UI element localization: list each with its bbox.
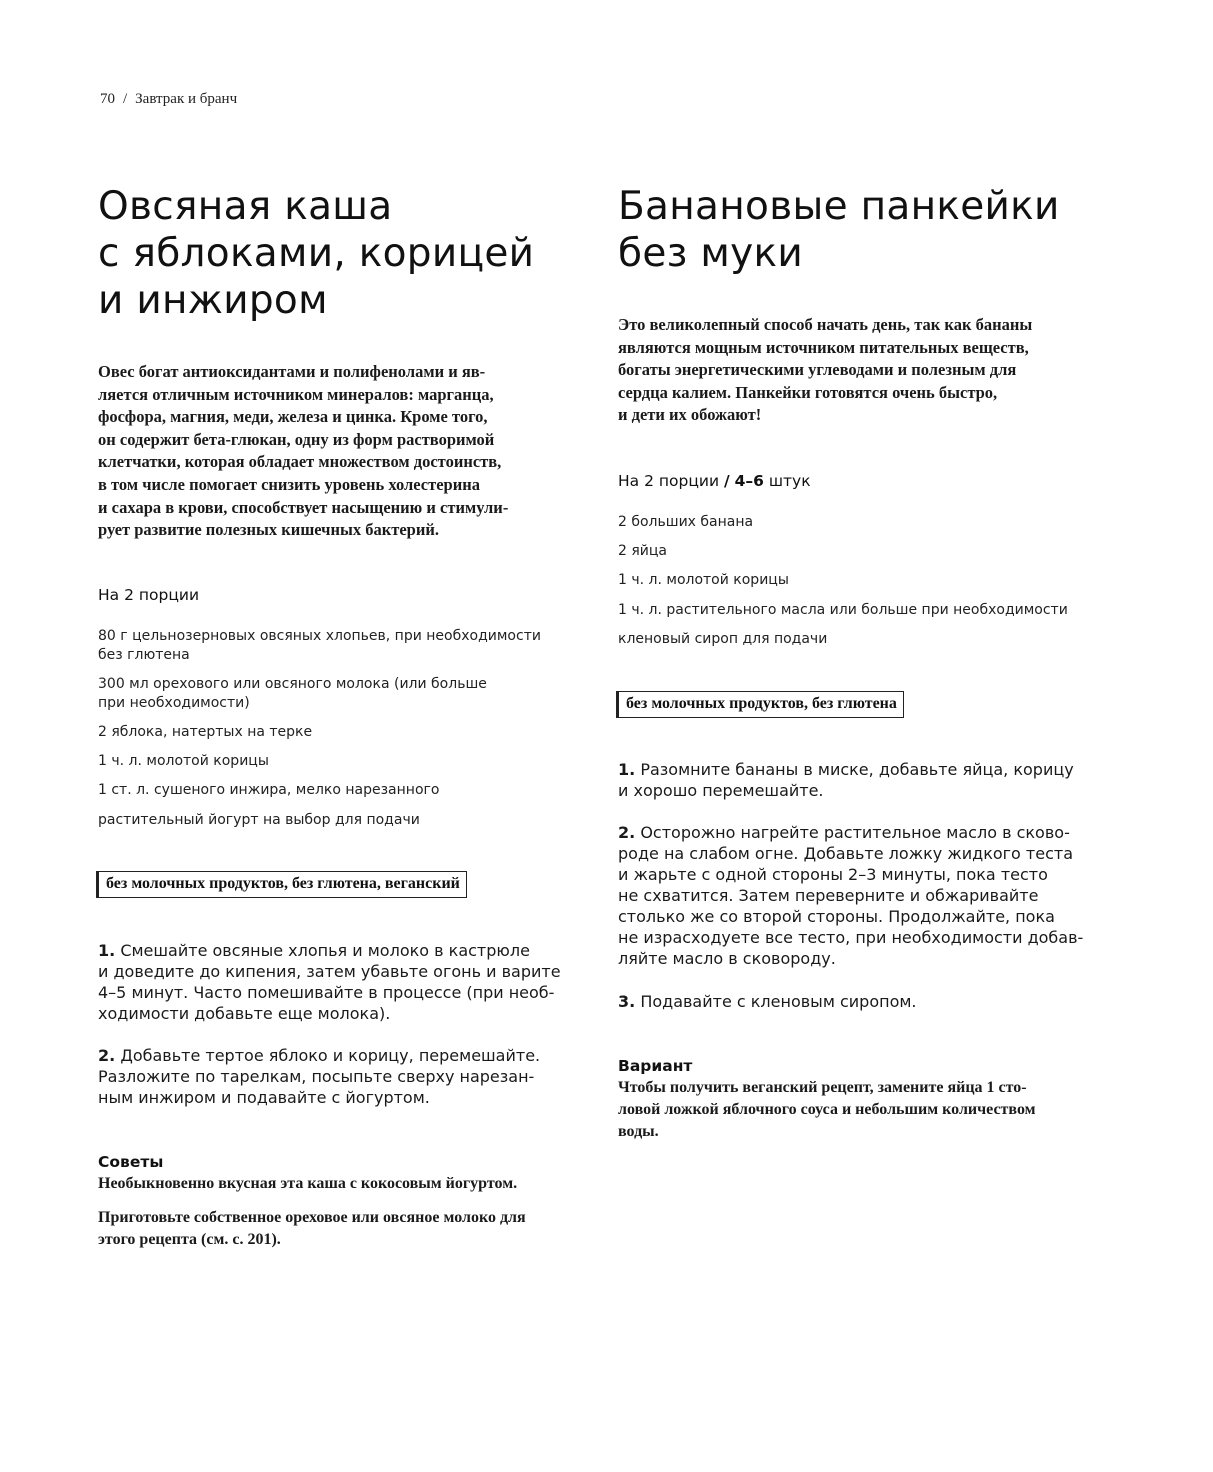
servings: На 2 порции <box>98 586 200 604</box>
variant-text <box>618 1077 1036 1143</box>
servings-count: 4–6 <box>734 472 764 490</box>
tip-line: Необыкновенно вкусная эта каша с кокосовым йогуртом. <box>98 1175 518 1192</box>
step-line: Разложите по тарелкам, посыпьте сверху нарезан- <box>98 1067 535 1086</box>
recipe-intro <box>98 361 508 542</box>
step-number: 2. <box>618 823 636 842</box>
intro-line: сердца калием. Панкейки готовятся очень быстро, <box>618 382 998 402</box>
intro-line: в том числе помогает снизить уровень холестерина <box>98 474 480 494</box>
intro-line: и дети их обожают! <box>618 405 762 425</box>
title-line: Овсяная каша <box>98 184 393 229</box>
ingredient-line: растительный йогурт на выбор для подачи <box>98 812 420 828</box>
tip-line: Приготовьте собственное ореховое или овсяное молоко для <box>98 1209 526 1226</box>
recipe-step <box>618 991 917 1012</box>
variant-line: Чтобы получить веганский рецепт, замените яйца 1 сто- <box>618 1079 1027 1096</box>
intro-line: он содержит бета-глюкан, одну из форм растворимой <box>98 429 495 449</box>
diet-tag: без молочных продуктов, без глютена <box>618 691 904 718</box>
variant-line: воды. <box>618 1123 659 1140</box>
title-line: Банановые панкейки <box>618 184 1060 229</box>
ingredient-item <box>98 781 439 800</box>
recipe-intro <box>618 314 1032 427</box>
intro-line: клетчатки, которая обладает множеством достоинств, <box>98 452 502 472</box>
step-line: и жарьте с одной стороны 2–3 минуты, пока тесто <box>618 865 1048 884</box>
intro-line: и сахара в крови, способствует насыщению и стимули- <box>98 497 509 517</box>
servings-prefix: На 2 порции <box>618 472 720 490</box>
ingredient-item <box>98 723 312 742</box>
intro-line: Это великолепный способ начать день, так как бананы <box>618 315 1033 334</box>
title-line: с яблоками, корицей <box>98 231 535 276</box>
ingredient-line: 1 ч. л. молотой корицы <box>618 572 789 588</box>
servings-separator: / <box>723 472 730 490</box>
intro-line: являются мощным источником питательных веществ, <box>618 337 1029 357</box>
step-line: Разомните бананы в миске, добавьте яйца, корицу <box>640 760 1074 779</box>
title-line: без муки <box>618 231 803 276</box>
intro-line: фосфора, магния, меди, железа и цинка. Кроме того, <box>98 407 488 427</box>
recipe-title <box>98 183 534 324</box>
variant-line: ловой ложкой яблочного соуса и небольшим количеством <box>618 1101 1036 1118</box>
step-line: ным инжиром и подавайте с йогуртом. <box>98 1088 430 1107</box>
recipe-step <box>98 940 561 1024</box>
step-line: Осторожно нагрейте растительное масло в сково- <box>640 823 1070 842</box>
ingredient-line: 2 яйца <box>618 543 667 559</box>
servings-unit: штук <box>768 472 811 490</box>
title-line: и инжиром <box>98 278 328 323</box>
step-line: не израсходуете все тесто, при необходимости добав- <box>618 928 1084 947</box>
step-number: 3. <box>618 992 636 1011</box>
step-number: 1. <box>618 760 636 779</box>
step-line: и доведите до кипения, затем убавьте огонь и варите <box>98 962 561 981</box>
step-number: 2. <box>98 1046 116 1065</box>
ingredient-line: 300 мл орехового или овсяного молока (или больше <box>98 676 487 692</box>
step-number: 1. <box>98 941 116 960</box>
step-line: Подавайте с кленовым сиропом. <box>640 992 917 1011</box>
ingredient-item <box>98 811 420 830</box>
intro-line: ляется отличным источником минералов: марганца, <box>98 384 494 404</box>
ingredient-line: 2 яблока, натертых на терке <box>98 724 313 740</box>
ingredient-line: 80 г цельнозерновых овсяных хлопьев, при необходимости <box>98 628 541 644</box>
running-head <box>100 91 237 108</box>
section-name: Завтрак и бранч <box>135 91 238 107</box>
step-line: ходимости добавьте еще молока). <box>98 1004 391 1023</box>
ingredient-line: 2 больших банана <box>618 514 754 530</box>
variant-heading: Вариант <box>618 1057 693 1075</box>
ingredient-item <box>618 601 1068 620</box>
servings <box>618 472 811 490</box>
recipe-step <box>618 822 1083 969</box>
tips-heading: Советы <box>98 1153 164 1171</box>
ingredient-line: 1 ч. л. молотой корицы <box>98 753 269 769</box>
intro-line: Овес богат антиоксидантами и полифенолами и яв- <box>98 362 486 381</box>
step-line: не схватится. Затем переверните и обжаривайте <box>618 886 1039 905</box>
intro-line: рует развитие полезных кишечных бактерий. <box>98 520 439 540</box>
ingredient-item <box>98 752 269 771</box>
tip-line: этого рецепта (см. с. 201). <box>98 1231 281 1248</box>
ingredient-line: при необходимости) <box>98 695 250 711</box>
ingredient-item <box>98 627 541 665</box>
ingredient-line: 1 ч. л. растительного масла или больше при необходимости <box>618 602 1068 618</box>
page-number: 70 <box>100 91 115 107</box>
recipe-title <box>618 183 1060 277</box>
tip-text <box>98 1173 517 1195</box>
ingredient-line: кленовый сироп для подачи <box>618 631 828 647</box>
step-line: 4–5 минут. Часто помешивайте в процессе (при необ- <box>98 983 555 1002</box>
ingredient-item <box>618 513 753 532</box>
recipe-step <box>98 1045 540 1108</box>
ingredient-item <box>98 675 487 713</box>
step-line: Смешайте овсяные хлопья и молоко в кастрюле <box>120 941 530 960</box>
recipe-step <box>618 759 1074 801</box>
step-line: ляйте масло в сковороду. <box>618 949 836 968</box>
ingredient-line: без глютена <box>98 647 190 663</box>
ingredient-item <box>618 571 789 590</box>
ingredient-item <box>618 542 667 561</box>
tip-text <box>98 1207 526 1251</box>
step-line: и хорошо перемешайте. <box>618 781 824 800</box>
step-line: роде на слабом огне. Добавьте ложку жидкого теста <box>618 844 1074 863</box>
diet-tag: без молочных продуктов, без глютена, веганский <box>98 871 467 898</box>
ingredient-item <box>618 630 827 649</box>
step-line: Добавьте тертое яблоко и корицу, перемешайте. <box>120 1046 541 1065</box>
step-line: столько же со второй стороны. Продолжайте, пока <box>618 907 1055 926</box>
running-head-separator: / <box>123 91 128 107</box>
ingredient-line: 1 ст. л. сушеного инжира, мелко нарезанного <box>98 782 440 798</box>
intro-line: богаты энергетическими углеводами и полезным для <box>618 360 1017 380</box>
